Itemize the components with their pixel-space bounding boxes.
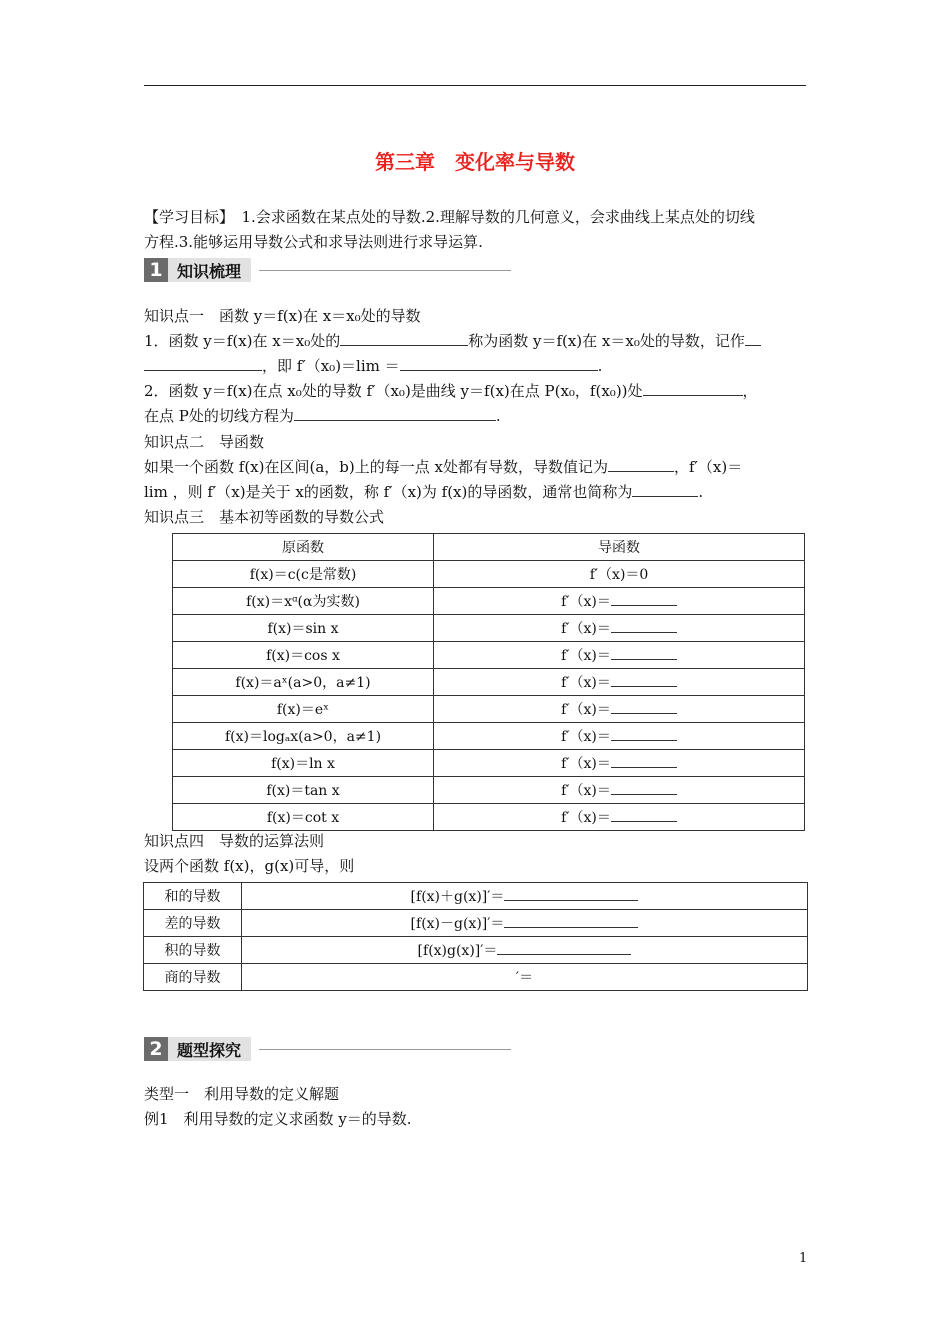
text: 如果一个函数 f(x)在区间(a，b)上的每一点 x处都有导数，导数值记为 bbox=[144, 458, 608, 476]
table-row bbox=[173, 588, 805, 615]
kp1-line-4 bbox=[144, 404, 808, 429]
derivative-text: f′（x)＝ bbox=[561, 594, 611, 610]
derivative-text: f′（x)＝ bbox=[561, 648, 611, 664]
text: 1．函数 y＝f(x)在 x＝x₀处的 bbox=[144, 332, 341, 350]
rule-expression-cell bbox=[242, 964, 808, 991]
fill-blank[interactable] bbox=[611, 592, 677, 606]
section-number: 1 bbox=[144, 258, 168, 282]
kp3-title: 知识点三 基本初等函数的导数公式 bbox=[144, 508, 385, 526]
fill-blank[interactable] bbox=[611, 700, 677, 714]
section-number: 2 bbox=[144, 1037, 168, 1061]
text: 2．函数 y＝f(x)在点 x₀处的导数 f′（x₀)是曲线 y＝f(x)在点 P(x₀，f(x₀))处 bbox=[144, 382, 643, 400]
text: ，即 f′（x₀)＝lim ＝ bbox=[262, 357, 400, 375]
text: 在点 P处的切线方程为 bbox=[144, 407, 294, 425]
derivative-cell bbox=[434, 804, 805, 831]
fill-blank[interactable] bbox=[340, 330, 468, 346]
table-row bbox=[144, 937, 808, 964]
original-function-cell: f(x)＝aˣ(a>0，a≠1) bbox=[173, 669, 434, 696]
section-rule bbox=[259, 270, 511, 271]
fill-blank[interactable] bbox=[144, 355, 262, 371]
derivative-cell bbox=[434, 669, 805, 696]
derivative-text: f′（x)＝ bbox=[561, 702, 611, 718]
table-row bbox=[173, 804, 805, 831]
text: . bbox=[495, 407, 501, 425]
fill-blank[interactable] bbox=[643, 380, 743, 396]
example-1: 例1 利用导数的定义求函数 y＝的导数. bbox=[144, 1110, 412, 1128]
kp1-line-2 bbox=[144, 354, 808, 379]
rule-name-cell: 差的导数 bbox=[144, 910, 242, 937]
table-row bbox=[144, 883, 808, 910]
original-function-cell: f(x)＝cot x bbox=[173, 804, 434, 831]
rule-expression-cell bbox=[242, 937, 808, 964]
derivative-cell bbox=[434, 642, 805, 669]
kp1-line-3 bbox=[144, 379, 808, 404]
derivative-text: f′（x)＝ bbox=[561, 621, 611, 637]
section-heading-knowledge bbox=[144, 258, 511, 282]
fill-blank[interactable] bbox=[497, 941, 631, 955]
derivative-cell bbox=[434, 588, 805, 615]
derivative-cell bbox=[434, 750, 805, 777]
kp2-line-1 bbox=[144, 455, 808, 480]
section-rule bbox=[259, 1049, 511, 1050]
rule-name-cell: 积的导数 bbox=[144, 937, 242, 964]
kp2-line-2 bbox=[144, 480, 808, 505]
fill-blank[interactable] bbox=[611, 646, 677, 660]
kp4-intro: 设两个函数 f(x)，g(x)可导，则 bbox=[144, 857, 355, 875]
formula-table-body bbox=[173, 534, 805, 831]
rule-expression-text: [f(x)－g(x)]′＝ bbox=[410, 916, 505, 932]
fill-blank[interactable] bbox=[611, 781, 677, 795]
derivative-text: f′（x)＝0 bbox=[589, 567, 649, 583]
fill-blank[interactable] bbox=[504, 887, 638, 901]
page-number: 1 bbox=[799, 1251, 808, 1266]
derivative-cell bbox=[434, 615, 805, 642]
rule-name-cell: 和的导数 bbox=[144, 883, 242, 910]
derivative-text: f′（x)＝ bbox=[561, 729, 611, 745]
rule-expression-cell bbox=[242, 910, 808, 937]
table-row bbox=[173, 669, 805, 696]
operation-rules-table bbox=[143, 882, 808, 991]
section-label: 题型探究 bbox=[168, 1037, 251, 1061]
objectives-line-2: 方程.3.能够运用导数公式和求导法则进行求导运算. bbox=[144, 233, 483, 251]
original-function-cell: f(x)＝ln x bbox=[173, 750, 434, 777]
text: . bbox=[597, 357, 603, 375]
derivative-cell bbox=[434, 777, 805, 804]
table-row bbox=[173, 615, 805, 642]
original-function-cell: f(x)＝xᵅ(α为实数) bbox=[173, 588, 434, 615]
table-row bbox=[173, 723, 805, 750]
rules-table-body bbox=[144, 883, 808, 991]
derivative-cell bbox=[434, 561, 805, 588]
derivative-text: f′（x)＝ bbox=[561, 675, 611, 691]
table-row bbox=[173, 561, 805, 588]
kp1-line-1 bbox=[144, 329, 808, 354]
fill-blank[interactable] bbox=[632, 481, 698, 497]
rule-expression-text: [f(x)＋g(x)]′＝ bbox=[410, 889, 505, 905]
fill-blank[interactable] bbox=[294, 405, 496, 421]
fill-blank[interactable] bbox=[400, 355, 598, 371]
table-row bbox=[173, 696, 805, 723]
original-function-cell: f(x)＝logₐx(a>0，a≠1) bbox=[173, 723, 434, 750]
header-rule bbox=[144, 85, 806, 86]
table-row bbox=[173, 642, 805, 669]
fill-blank[interactable] bbox=[504, 914, 638, 928]
section-heading-problems bbox=[144, 1037, 511, 1061]
text: ， bbox=[742, 382, 758, 400]
text: 称为函数 y＝f(x)在 x＝x₀处的导数，记作 bbox=[468, 332, 745, 350]
fill-blank[interactable] bbox=[611, 619, 677, 633]
kp2-title: 知识点二 导函数 bbox=[144, 433, 265, 451]
objectives-line-1: 【学习目标】 1.会求函数在某点处的导数.2.理解导数的几何意义，会求曲线上某点处的切线 bbox=[144, 208, 755, 226]
original-function-cell: f(x)＝eˣ bbox=[173, 696, 434, 723]
fill-blank[interactable] bbox=[608, 456, 674, 472]
original-function-cell: f(x)＝tan x bbox=[173, 777, 434, 804]
derivative-cell bbox=[434, 723, 805, 750]
rule-name-cell: 商的导数 bbox=[144, 964, 242, 991]
rule-expression-text: ′＝ bbox=[515, 970, 534, 986]
original-function-cell: f(x)＝c(c是常数) bbox=[173, 561, 434, 588]
table-row bbox=[173, 777, 805, 804]
section-label: 知识梳理 bbox=[168, 258, 251, 282]
table-header-row bbox=[173, 534, 805, 561]
original-function-cell: f(x)＝cos x bbox=[173, 642, 434, 669]
chapter-title: 第三章 变化率与导数 bbox=[375, 150, 575, 174]
text: ，f′（x)＝ bbox=[673, 458, 743, 476]
rule-expression-cell bbox=[242, 883, 808, 910]
kp4-title: 知识点四 导数的运算法则 bbox=[144, 832, 325, 850]
table-row bbox=[173, 750, 805, 777]
derivative-text: f′（x)＝ bbox=[561, 783, 611, 799]
table-row bbox=[144, 964, 808, 991]
fill-blank[interactable] bbox=[611, 673, 677, 687]
kp1-title: 知识点一 函数 y＝f(x)在 x＝x₀处的导数 bbox=[144, 307, 421, 325]
derivative-text: f′（x)＝ bbox=[561, 756, 611, 772]
fill-blank[interactable] bbox=[611, 754, 677, 768]
rule-expression-text: [f(x)g(x)]′＝ bbox=[417, 943, 498, 959]
fill-blank[interactable] bbox=[611, 727, 677, 741]
derivative-text: f′（x)＝ bbox=[561, 810, 611, 826]
derivative-formula-table bbox=[172, 533, 805, 831]
fill-blank[interactable] bbox=[611, 808, 677, 822]
type1-title: 类型一 利用导数的定义解题 bbox=[144, 1085, 340, 1103]
original-function-cell: f(x)＝sin x bbox=[173, 615, 434, 642]
text: lim ，则 f′（x)是关于 x的函数，称 f′（x)为 f(x)的导函数，通常也简称为 bbox=[144, 483, 633, 501]
table-row bbox=[144, 910, 808, 937]
header-cell-derivative: 导函数 bbox=[434, 534, 805, 561]
text: . bbox=[698, 483, 704, 501]
fill-blank[interactable] bbox=[745, 330, 761, 346]
derivative-cell bbox=[434, 696, 805, 723]
header-cell-original: 原函数 bbox=[173, 534, 434, 561]
